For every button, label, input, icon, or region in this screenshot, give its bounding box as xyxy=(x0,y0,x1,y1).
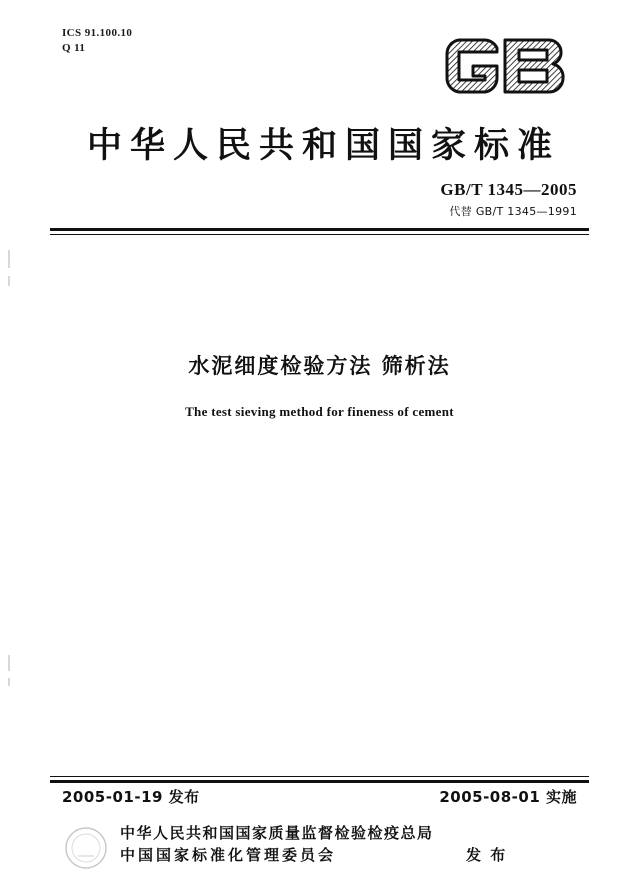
divider-bottom-thick xyxy=(50,780,589,783)
document-title-chinese: 水泥细度检验方法 筛析法 xyxy=(188,354,451,378)
standard-replaces: 代替 GB/T 1345—1991 xyxy=(449,205,577,218)
divider-bottom-thin xyxy=(50,776,589,777)
divider-top-thick xyxy=(50,228,589,231)
issuer-line-1: 中华人民共和国国家质量监督检验检疫总局 xyxy=(120,824,434,842)
issuer-line-2: 中国国家标准化管理委员会 xyxy=(120,846,337,864)
implementation-date: 2005-08-01 实施 xyxy=(439,788,577,806)
page-title: 中华人民共和国国家标准 xyxy=(86,126,560,166)
standard-number: GB/T 1345—2005 xyxy=(440,180,577,199)
issuer-names xyxy=(120,822,434,866)
gb-logo-icon xyxy=(445,34,577,96)
footer-issuer-block xyxy=(0,820,639,870)
scan-edge-mark xyxy=(8,250,10,268)
standard-number-block xyxy=(440,180,577,219)
national-emblem-icon xyxy=(64,826,108,870)
issue-date: 2005-01-19 发布 xyxy=(62,788,200,806)
document-title-english: The test sieving method for fineness of cement xyxy=(185,404,454,419)
publish-label: 发 布 xyxy=(466,846,508,864)
ics-classification-block xyxy=(62,26,132,56)
scan-edge-mark xyxy=(8,678,10,686)
ics-code: ICS 91.100.10 xyxy=(62,27,133,39)
china-standard-category-code: Q 11 xyxy=(62,42,86,54)
scan-edge-mark xyxy=(8,655,10,671)
divider-top-thin xyxy=(50,234,589,235)
scan-edge-mark xyxy=(8,276,10,286)
